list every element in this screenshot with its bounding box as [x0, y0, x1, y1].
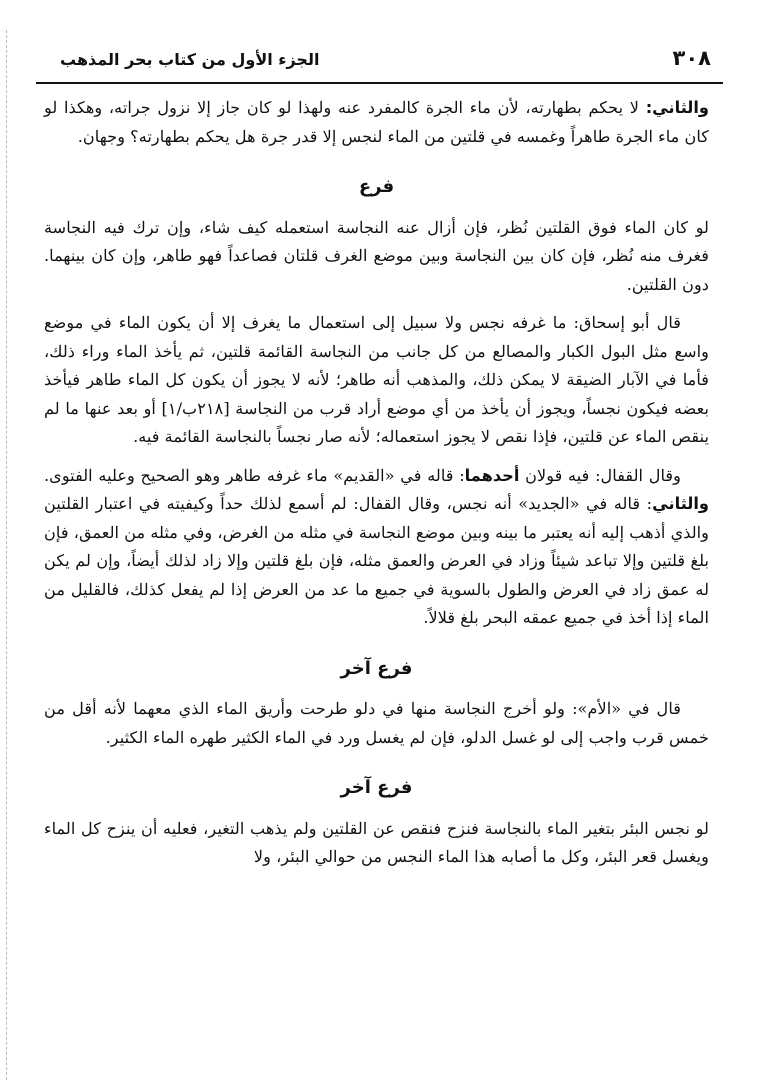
paragraph-4: [44, 462, 709, 633]
paragraph-1-text: لا يحكم بطهارته، لأن ماء الجرة كالمفرد عنه ولهذا لو كان جاز إلا نزول جراته، وهكذا لو كان ماء الجرة طاهراً وغمسه في قلتين من الماء لنجس إلا قدر جرة هل يحكم بطهارته؟ وجهان.: [44, 98, 709, 146]
paragraph-4-e: : قاله في «الجديد» أنه نجس، وقال القفال: لم أسمع لذلك حداً وكيفيته في اعتبار القلتين والذي أذهب إليه أنه يعتبر ما بينه وبين موضع النجاسة في مثله من الغرض، وفي مثله من العمق، فإن بلغ قلتين وإلا تباعد شيئاً وزاد في العرض والعمق مثله، فإن بلغ قلتين وإلا زاد لذلك أيضاً، وإن لم يكن له عمق زاد في العرض والطول بالسوية في جميع ما عد من العرض إذا لم يفعل كذلك، فالقليل من الماء إذا أخذ في جميع عمقه البحر بلغ قلالاً.: [44, 494, 709, 627]
section-heading-far-akhar-2: فرع آخر: [340, 777, 413, 798]
paragraph-1-lead: والثاني:: [645, 98, 709, 117]
paragraph-4-c: : قاله في «القديم» ماء غرفه طاهر وهو الصحيح وعليه الفتوى.: [44, 465, 465, 485]
running-title: الجزء الأول من كتاب بحر المذهب: [60, 50, 320, 69]
paragraph-3: قال أبو إسحاق: ما غرفه نجس ولا سبيل إلى استعمال ما يغرف إلا أن يكون الماء في موضع واسع مثل البول الكبار والمصالع من كل جانب من النجاسة القائمة قلتين، ثم يأخذ الماء وراء ذلك، فأما في الآبار الضيقة لا يمكن ذلك، والمذهب أنه طاهر؛ لأنه لا يجوز أن يكون كل الماء طاهر فيأخذ بعضه فيكون نجساً، ويجوز أن يأخذ من أي موضع أراد قرب من النجاسة [٢١٨ب/١] أو بعد عنها ما لم ينقص الماء عن قلتين، فإذا نقص لا يجوز استعماله؛ لأنه صار نجساً بالنجاسة القائمة فيه.: [44, 313, 709, 446]
section-heading-far-akhar-1: فرع آخر: [340, 657, 413, 679]
page-number: ٣٠٨: [672, 46, 711, 70]
page-header: [36, 42, 723, 84]
paragraph-4-first-opinion: أحدهما: [464, 465, 520, 485]
scan-edge-line: [6, 30, 7, 1080]
paragraph-2: لو كان الماء فوق القلتين نُظر، فإن أزال عنه النجاسة استعمله كيف شاء، وإن ترك فيه النجاسة فغرف منه نُظر، فإن كان بين النجاسة وبين موضع الغرف قلتان فصاعداً فهو طاهر، وإن كان بينهما. دون القلتين.: [44, 217, 709, 294]
paragraph-4-a: وقال القفال: فيه قولان: [519, 465, 681, 485]
paragraph-4-second-opinion: والثاني: [652, 494, 709, 513]
paragraph-6: لو نجس البئر بتغير الماء بالنجاسة فنزح فنقص عن القلتين ولم يذهب التغير، فعليه أن ينزح كل الماء ويغسل قعر البئر، وكل ما أصابه هذا الماء النجس من حوالي البئر، ولا: [44, 818, 709, 866]
page-body: [44, 94, 709, 882]
paragraph-5: قال في «الأم»: ولو أخرج النجاسة منها في دلو طرحت وأريق الماء الذي معهما لأنه أقل من خمس قرب واجب إلى لو غسل الدلو، فإن لم يغسل ورد في الماء الكثير طهره الماء الكثير.: [44, 699, 709, 747]
paragraph-1: [44, 94, 709, 151]
section-heading-far: فرع: [358, 176, 395, 197]
